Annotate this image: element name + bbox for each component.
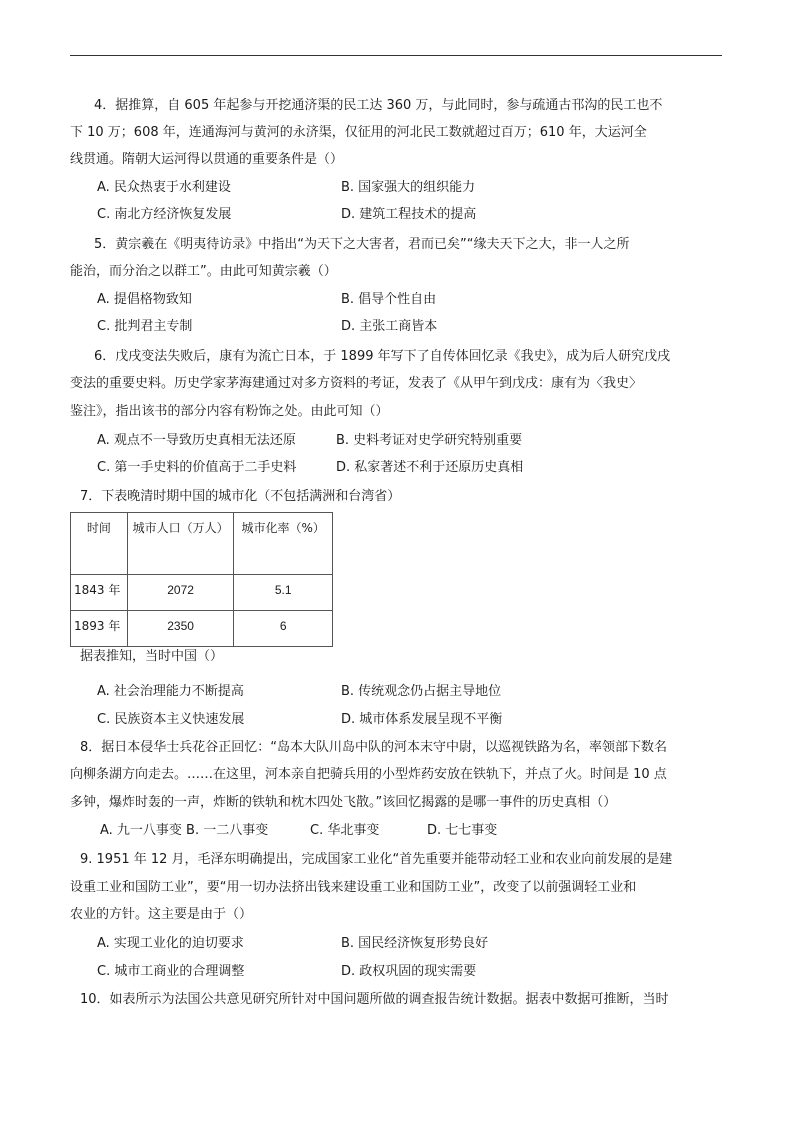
q7-intro: 7．下表晚清时期中国的城市化（不包括满洲和台湾省） <box>80 489 401 504</box>
q8-line-1: 8．据日本侵华士兵花谷正回忆：“岛本大队川岛中队的河本末守中尉，以巡视铁路为名，率领部下数名 <box>80 740 668 755</box>
q5-option-c[interactable]: C. 批判君主专制 <box>97 319 193 334</box>
q6-option-d[interactable]: D. 私家著述不利于还原历史真相 <box>336 460 524 475</box>
q9-option-d[interactable]: D. 政权巩固的现实需要 <box>341 964 477 979</box>
q6-line-1: 6．戊戌变法失败后，康有为流亡日本，于 1899 年写下了自传体回忆录《我史》，成为后人研究戊戌 <box>94 349 671 364</box>
q4-line-3: 线贯通。隋朝大运河得以贯通的重要条件是（） <box>70 152 344 167</box>
table-cell-rate: 5.1 <box>234 575 333 611</box>
q7-stem: 据表推知，当时中国（） <box>80 649 224 664</box>
q9-option-b[interactable]: B. 国民经济恢复形势良好 <box>341 936 489 951</box>
q5-option-a[interactable]: A. 提倡格物致知 <box>97 292 192 307</box>
q5-line-2: 能治，而分治之以群工”。由此可知黄宗羲（） <box>70 264 337 279</box>
q9-line-1: 9. 1951 年 12 月，毛泽东明确提出，完成国家工业化“首先重要并能带动轻工业和农业向前发展的是建 <box>80 852 673 867</box>
q6-option-a[interactable]: A. 观点不一导致历史真相无法还原 <box>97 433 296 448</box>
q7-option-a[interactable]: A. 社会治理能力不断提高 <box>97 684 244 699</box>
q7-option-d[interactable]: D. 城市体系发展呈现不平衡 <box>341 712 503 727</box>
q8-option-ab[interactable]: A. 九一八事变 B. 一二八事变 <box>100 823 269 838</box>
q9-option-a[interactable]: A. 实现工业化的迫切要求 <box>97 936 244 951</box>
q4-option-c[interactable]: C. 南北方经济恢复发展 <box>97 207 232 222</box>
header-rule <box>70 55 722 56</box>
q4-option-b[interactable]: B. 国家强大的组织能力 <box>341 180 476 195</box>
table-cell-population: 2072 <box>127 575 234 611</box>
table-cell-rate: 6 <box>234 611 333 647</box>
q4-line-1: 4．据推算，自 605 年起参与开挖通济渠的民工达 360 万，与此同时，参与疏通古邗沟的民工也不 <box>94 98 663 113</box>
q8-line-3: 多钟，爆炸时轰的一声，炸断的铁轨和枕木四处飞散。”该回忆揭露的是哪一事件的历史真相（） <box>70 795 617 810</box>
table-cell-year: 1893 年 <box>71 611 128 647</box>
q4-option-a[interactable]: A. 民众热衷于水利建设 <box>97 180 231 195</box>
q6-line-3: 鉴注》，指出该书的部分内容有粉饰之处。由此可知（） <box>70 404 389 419</box>
q6-line-2: 变法的重要史料。历史学家茅海建通过对多方资料的考证，发表了《从甲午到戊戌：康有为〈我史〉 <box>70 376 643 391</box>
table-header-time: 时间 <box>71 513 128 575</box>
table-header-rate: 城市化率（%） <box>234 513 333 575</box>
q6-option-b[interactable]: B. 史料考证对史学研究特别重要 <box>336 433 523 448</box>
q8-option-c[interactable]: C. 华北事变 <box>310 823 380 838</box>
q8-line-2: 向柳条湖方向走去。……在这里，河本亲自把骑兵用的小型炸药安放在铁轨下，并点了火。时间是 10 点 <box>70 767 667 782</box>
q9-line-2: 设重工业和国防工业”，要“用一切办法挤出钱来建设重工业和国防工业”，改变了以前强调轻工业和 <box>70 880 637 895</box>
q6-option-c[interactable]: C. 第一手史料的价值高于二手史料 <box>97 460 297 475</box>
q9-option-c[interactable]: C. 城市工商业的合理调整 <box>97 964 245 979</box>
q7-option-b[interactable]: B. 传统观念仍占据主导地位 <box>341 684 502 699</box>
table-cell-year: 1843 年 <box>71 575 128 611</box>
q5-line-1: 5．黄宗羲在《明夷待访录》中指出“为天下之大害者，君而已矣”“缘夫天下之大，非一人之所 <box>94 237 630 252</box>
q8-option-d[interactable]: D. 七七事变 <box>427 823 498 838</box>
q9-line-3: 农业的方针。这主要是由于（） <box>70 907 253 922</box>
urbanization-table <box>70 512 333 647</box>
q4-option-d[interactable]: D. 建筑工程技术的提高 <box>341 207 477 222</box>
q10-line-1: 10．如表所示为法国公共意见研究所针对中国问题所做的调查报告统计数据。据表中数据可推断，当时 <box>80 992 669 1007</box>
q7-option-c[interactable]: C. 民族资本主义快速发展 <box>97 712 245 727</box>
q4-line-2: 下 10 万；608 年，连通海河与黄河的永济渠，仅征用的河北民工数就超过百万；610 年，大运河全 <box>70 125 647 140</box>
table-header-population: 城市人口（万人） <box>127 513 234 575</box>
q5-option-b[interactable]: B. 倡导个性自由 <box>341 292 437 307</box>
table-cell-population: 2350 <box>127 611 234 647</box>
q5-option-d[interactable]: D. 主张工商皆本 <box>341 319 438 334</box>
